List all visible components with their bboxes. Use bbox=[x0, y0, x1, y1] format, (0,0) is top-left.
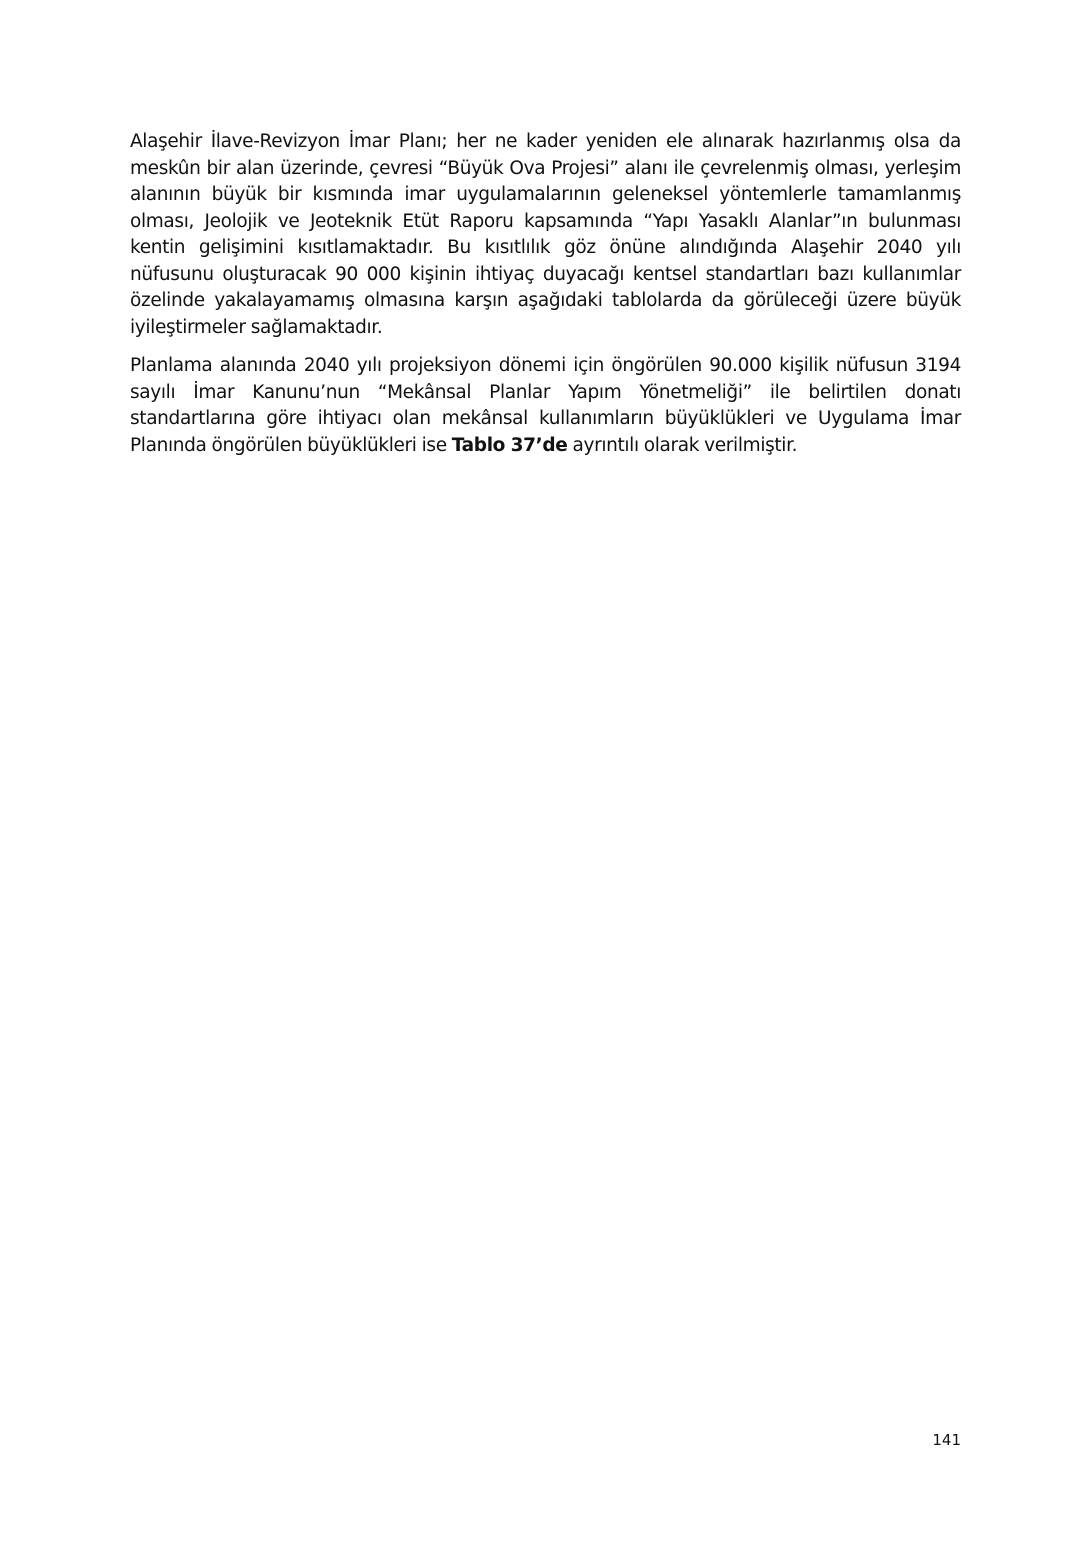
paragraph-planning-text-after: ayrıntılı olarak verilmiştir. bbox=[567, 434, 798, 456]
paragraph-intro: Alaşehir İlave-Revizyon İmar Planı; her ne kader yeniden ele alınarak hazırlanmış olsa da meskûn bir alan üzerinde, çevresi “Büyük Ova Projesi” alanı ile çevrelenmiş olması, yerleşim alanının büyük bir kısmında imar uygulamalarının geleneksel yöntemlerle tamamlanmış olması, Jeolojik ve Jeoteknik Etüt Raporu kapsamında “Yapı Yasaklı Alanlar”ın bulunması kentin gelişimini kısıtlamaktadır. Bu kısıtlılık göz önüne alındığında Alaşehir 2040 yılı nüfusunu oluşturacak 90 000 kişinin ihtiyaç duyacağı kentsel standartları bazı kullanımlar özelinde yakalayamamış olmasına karşın aşağıdaki tablolarda da görüleceği üzere büyük iyileştirmeler sağlamaktadır. bbox=[130, 131, 961, 338]
page-number: 141 bbox=[932, 1431, 961, 1449]
table-reference: Tablo 37’de bbox=[451, 434, 568, 456]
paragraph-planning-text-before: Planlama alanında 2040 yılı projeksiyon dönemi için öngörülen 90.000 kişilik nüfusun 3194 sayılı İmar Kanunu’nun “Mekânsal Planlar Yapım Yönetmeliği” ile belirtilen donatı standartlarına göre ihtiyacı olan mekânsal kullanımların büyüklükleri ve Uygulama İmar Planında öngörülen büyüklükleri ise bbox=[130, 355, 961, 456]
page-body bbox=[130, 129, 961, 459]
paragraph-planning bbox=[130, 353, 961, 459]
